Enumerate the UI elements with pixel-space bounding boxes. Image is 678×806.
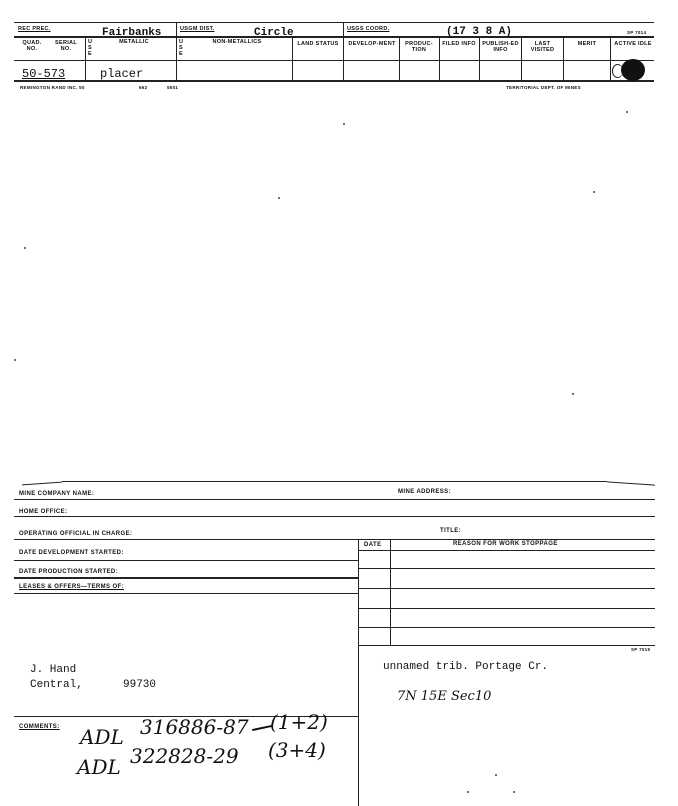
scan-speck xyxy=(467,791,469,793)
form-code-bottom: SP 7015 xyxy=(631,647,651,652)
date-column-header: DATE xyxy=(364,542,382,548)
scan-speck xyxy=(572,393,574,395)
active-marker-dot xyxy=(621,59,645,81)
date-development-label: DATE DEVELOPMENT STARTED: xyxy=(19,550,124,556)
comment-line2-number: 322828-29 xyxy=(130,744,239,768)
location-note: unnamed trib. Portage Cr. xyxy=(383,661,549,673)
reason-work-stoppage-header: REASON FOR WORK STOPPAGE xyxy=(453,541,558,547)
owner-city: Central, xyxy=(30,679,83,691)
scan-speck xyxy=(513,791,515,793)
township-note: 7N 15E Sec10 xyxy=(397,689,492,704)
comment-line2-prefix: ADL xyxy=(77,755,121,779)
comment-line1-prefix: ADL xyxy=(80,725,124,749)
usgm-dist-label: USGM DIST. xyxy=(180,26,215,32)
mine-company-name-label: MINE COMPANY NAME: xyxy=(19,491,95,497)
usgm-dist-value: Circle xyxy=(254,27,294,39)
non-metallic-header: NON-METALLICS xyxy=(212,39,262,45)
production-header: PRODUC-TION xyxy=(405,41,433,53)
scan-speck xyxy=(495,774,497,776)
serial-no-header: SERIAL NO. xyxy=(55,40,77,52)
printer-credit: REMINGTON RAND INC. 50 xyxy=(20,85,85,90)
metallic-value: placer xyxy=(100,67,144,81)
comment-line1-number: 316886-87 xyxy=(140,715,249,739)
owner-zip: 99730 xyxy=(123,679,157,691)
scan-speck xyxy=(626,111,628,113)
leases-offers-label: LEASES & OFFERS—TERMS OF: xyxy=(19,584,125,590)
form-code-top: SP 7014 xyxy=(627,30,647,35)
use-right-header: U S E xyxy=(179,39,184,57)
rec-prec-label: REC PREC. xyxy=(18,26,51,32)
rec-prec-value: Fairbanks xyxy=(102,27,162,39)
merit-header: MERIT xyxy=(577,41,597,47)
department-name: TERRITORIAL DEPT. OF MINES xyxy=(506,85,581,90)
strikethrough-mark xyxy=(252,725,272,731)
scan-speck xyxy=(343,123,345,125)
operating-official-label: OPERATING OFFICIAL IN CHARGE: xyxy=(19,531,133,537)
development-header: DEVELOP-MENT xyxy=(348,41,396,47)
title-label: TITLE: xyxy=(440,528,462,534)
owner-name: J. Hand xyxy=(30,664,77,676)
published-info-header: PUBLISH-ED INFO xyxy=(482,41,519,53)
scan-speck xyxy=(24,247,26,249)
quad-serial-value: 50-573 xyxy=(22,67,66,81)
land-status-header: LAND STATUS xyxy=(297,41,339,47)
usgs-coord-label: USGS COORD. xyxy=(347,26,390,32)
use-left-header: U S E xyxy=(88,39,93,57)
last-visited-header: LAST VISITED xyxy=(530,41,555,53)
idle-marker-circle xyxy=(612,64,623,78)
date-production-label: DATE PRODUCTION STARTED: xyxy=(19,569,119,575)
quad-no-header: QUAD. NO. xyxy=(22,40,42,52)
metallic-header: METALLIC xyxy=(119,39,149,45)
filed-info-header: FILED INFO xyxy=(442,41,476,47)
usgs-coord-value: (17 3 8 A) xyxy=(446,26,513,38)
scan-speck xyxy=(593,191,595,193)
scan-speck xyxy=(278,197,280,199)
comment-line2-suffix: (3+4) xyxy=(268,738,326,762)
home-office-label: HOME OFFICE: xyxy=(19,509,68,515)
comment-line1-suffix: (1+2) xyxy=(270,710,328,734)
active-idle-header: ACTIVE IDLE xyxy=(614,41,652,47)
printer-code-1: 662 xyxy=(139,85,148,90)
mine-address-label: MINE ADDRESS: xyxy=(398,489,451,495)
scan-speck xyxy=(14,359,16,361)
comments-label: COMMENTS: xyxy=(19,724,60,730)
printer-code-2: 5501 xyxy=(167,85,179,90)
